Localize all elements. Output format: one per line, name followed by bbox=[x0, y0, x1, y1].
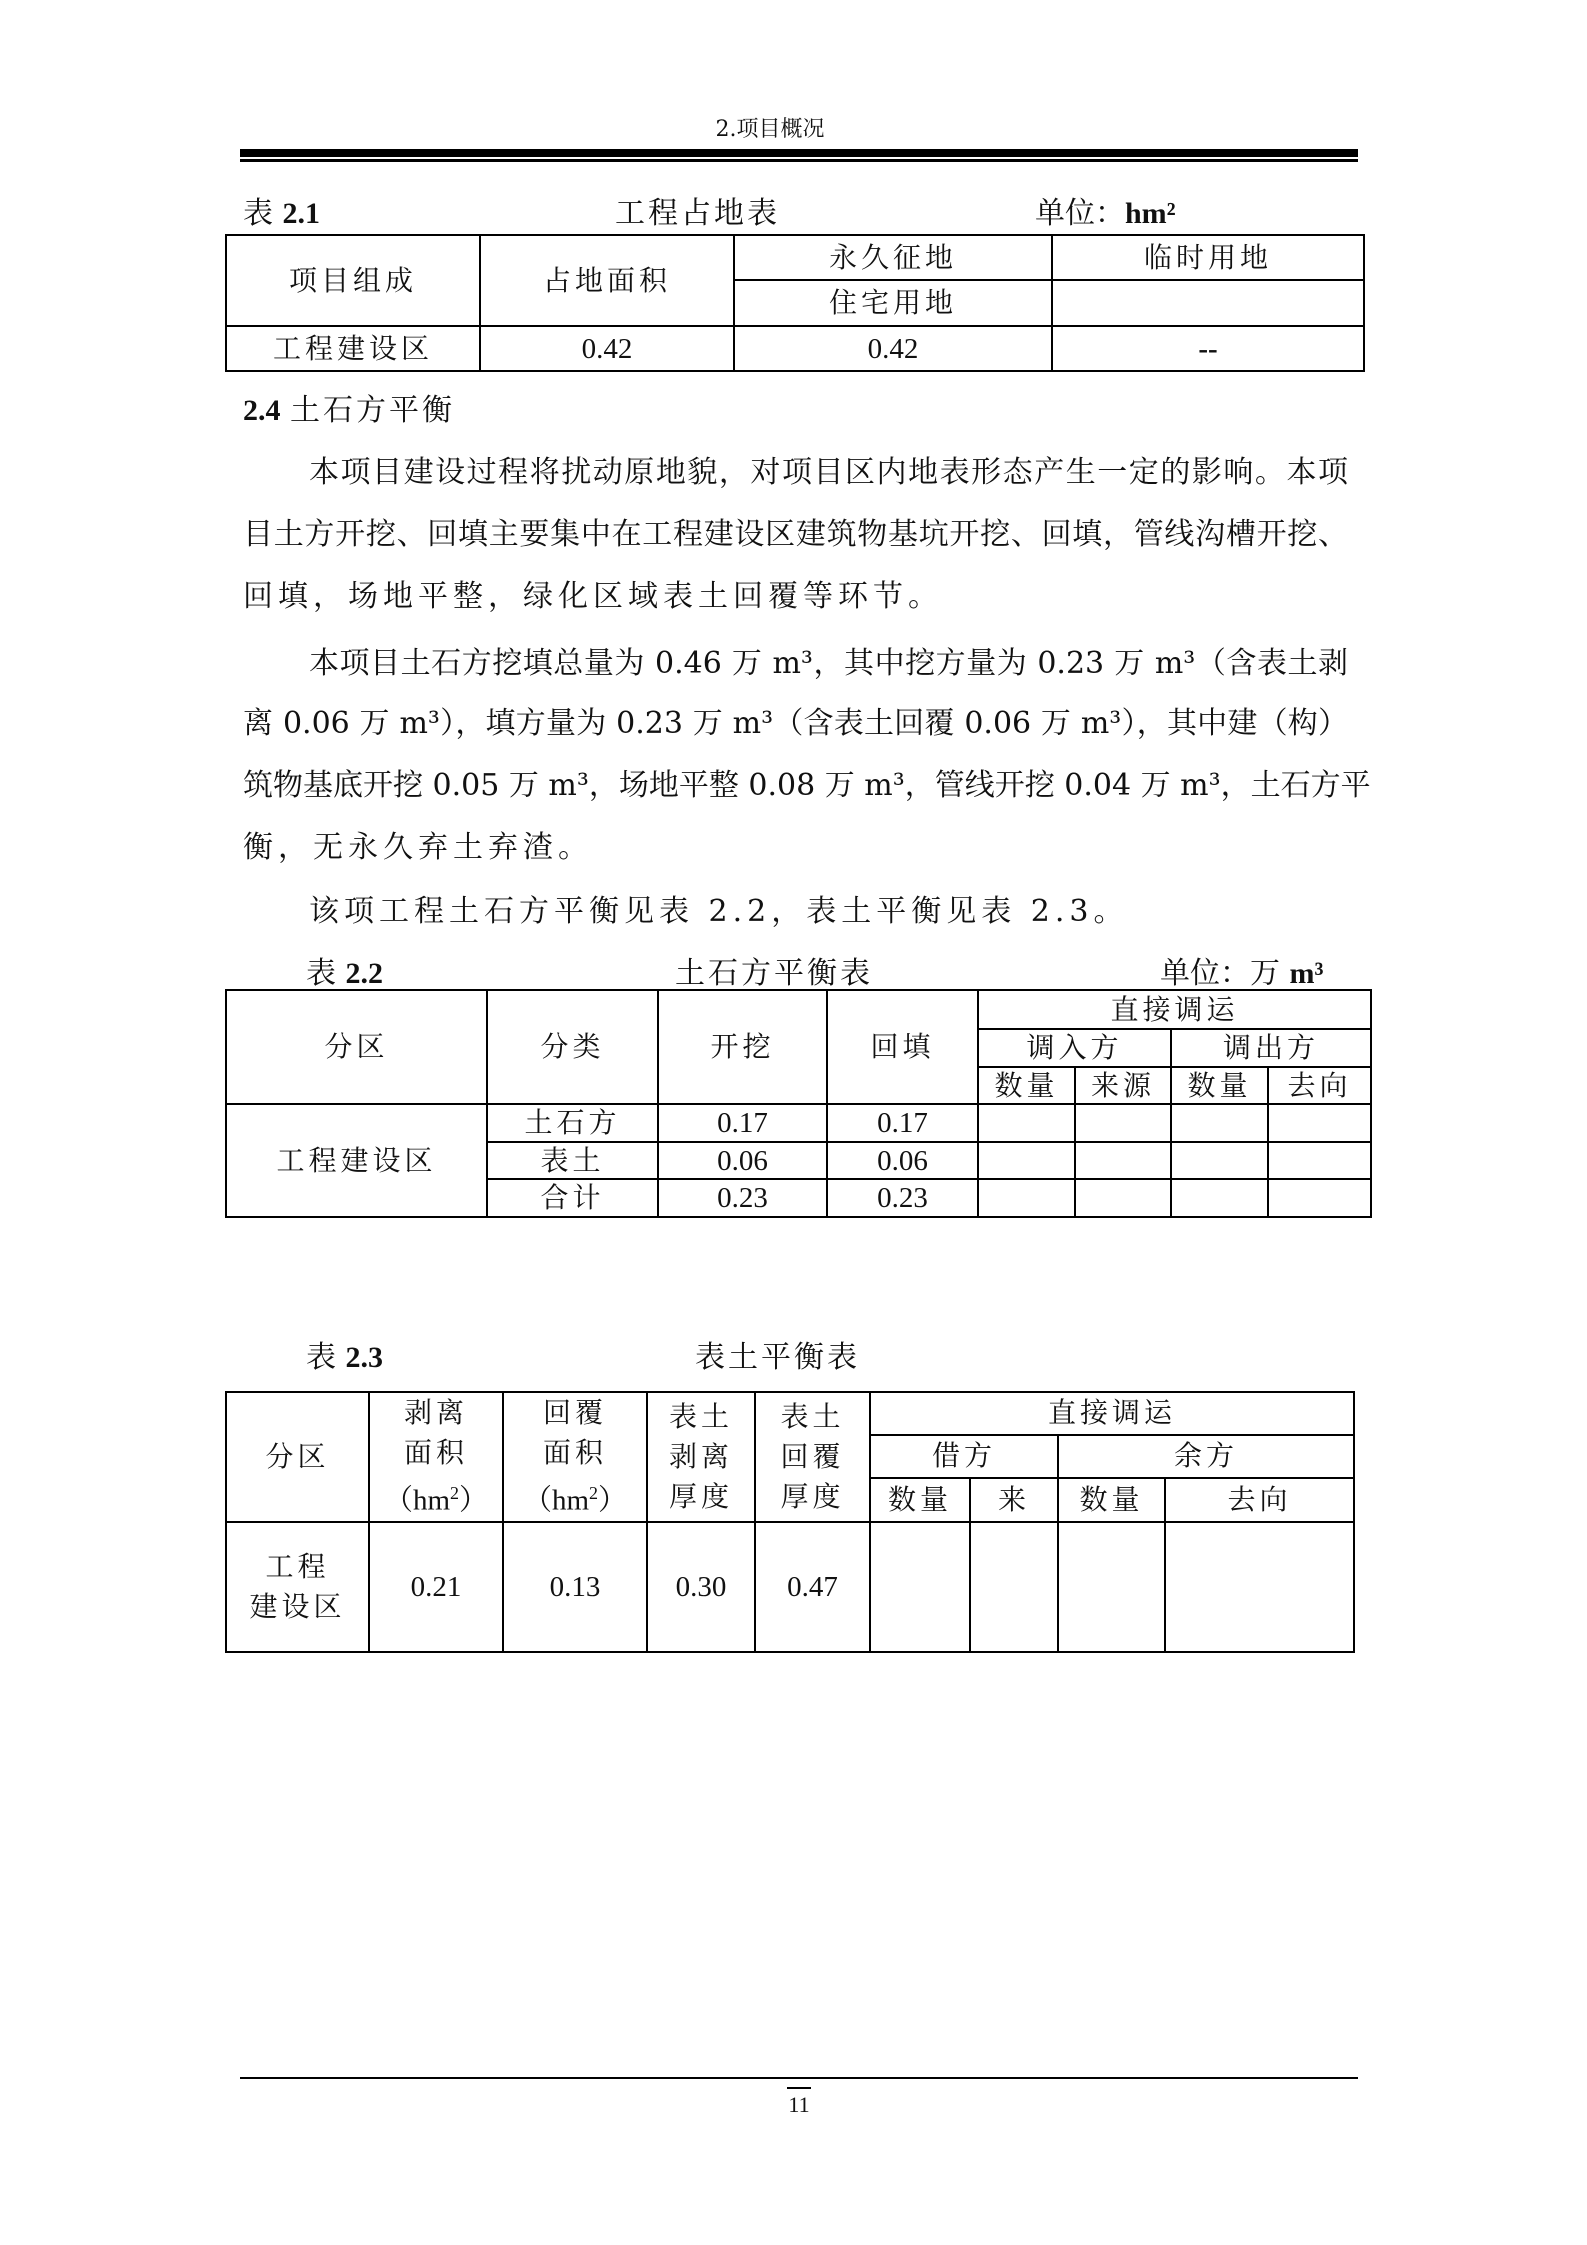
cell-temporary: -- bbox=[1052, 326, 1364, 371]
header-component: 项目组成 bbox=[226, 235, 480, 326]
cell-category: 表土 bbox=[487, 1142, 658, 1179]
table-row bbox=[226, 1104, 1371, 1142]
paragraph-1-line-2: 目土方开挖、回填主要集中在工程建设区建筑物基坑开挖、回填，管线沟槽开挖、 bbox=[243, 517, 1348, 552]
cell-empty bbox=[1165, 1522, 1354, 1652]
header-excavation: 开挖 bbox=[658, 990, 827, 1104]
footer-rule bbox=[240, 2077, 1358, 2079]
header-direct-transfer: 直接调运 bbox=[870, 1392, 1354, 1435]
cell-empty bbox=[1171, 1104, 1268, 1142]
header-strip-area bbox=[369, 1392, 503, 1522]
header-text: 回覆 bbox=[780, 1439, 845, 1473]
header-text: 表土 bbox=[668, 1399, 733, 1433]
paragraph-1-line-3: 回填，场地平整，绿化区域表土回覆等环节。 bbox=[243, 579, 943, 614]
header-cover-area bbox=[503, 1392, 647, 1522]
cell-strip-thickness: 0.30 bbox=[647, 1522, 755, 1652]
header-transfer-in: 调入方 bbox=[978, 1029, 1171, 1067]
header-out-dest: 去向 bbox=[1268, 1067, 1371, 1104]
cell-zone bbox=[226, 1522, 369, 1652]
header-text: 面积 bbox=[542, 1436, 607, 1469]
table-2-2 bbox=[225, 989, 1372, 1218]
page-number-dash bbox=[787, 2087, 811, 2089]
table-2-1-title: 工程占地表 bbox=[615, 196, 780, 231]
header-permanent: 永久征地 bbox=[734, 235, 1052, 280]
unit-exponent: 2 bbox=[589, 1483, 599, 1503]
paragraph-2-line-1: 本项目土石方挖填总量为 0.46 万 m³，其中挖方量为 0.23 万 m³（含表土剥 bbox=[309, 646, 1348, 681]
cell-empty bbox=[1171, 1142, 1268, 1179]
cell-empty bbox=[1268, 1104, 1371, 1142]
cell-empty bbox=[1171, 1179, 1268, 1217]
section-heading bbox=[243, 393, 455, 429]
cell-zone: 工程建设区 bbox=[226, 1104, 487, 1217]
table-number: 2.1 bbox=[282, 197, 321, 230]
header-rule-thin bbox=[240, 159, 1358, 162]
cell-empty bbox=[978, 1104, 1075, 1142]
cell-empty bbox=[978, 1142, 1075, 1179]
running-header: 2.项目概况 bbox=[715, 117, 825, 142]
cell-empty bbox=[1268, 1179, 1371, 1217]
header-rule-thick bbox=[240, 149, 1358, 157]
table-2-3-title: 表土平衡表 bbox=[695, 1340, 860, 1375]
cell-backfill: 0.06 bbox=[827, 1142, 978, 1179]
header-text: 表土 bbox=[780, 1399, 845, 1433]
cell-empty bbox=[870, 1522, 970, 1652]
cell-backfill: 0.23 bbox=[827, 1179, 978, 1217]
unit-value: hm² bbox=[1125, 197, 1176, 230]
header-backfill: 回填 bbox=[827, 990, 978, 1104]
table-2-3 bbox=[225, 1391, 1355, 1653]
paragraph-2-line-3: 筑物基底开挖 0.05 万 m³，场地平整 0.08 万 m³，管线开挖 0.04 万 m³，土石方平 bbox=[243, 768, 1371, 803]
header-text: 回覆 bbox=[542, 1396, 607, 1429]
table-2-1 bbox=[225, 234, 1365, 372]
unit-close: ） bbox=[598, 1484, 628, 1517]
header-text: 剥离 bbox=[403, 1396, 468, 1429]
table-label-prefix: 表 bbox=[243, 196, 273, 231]
header-strip-thickness bbox=[647, 1392, 755, 1522]
cell-excavation: 0.17 bbox=[658, 1104, 827, 1142]
table-label-prefix: 表 bbox=[306, 1340, 336, 1375]
page-number: 11 bbox=[788, 2092, 810, 2117]
cell-category: 土石方 bbox=[487, 1104, 658, 1142]
header-category: 分类 bbox=[487, 990, 658, 1104]
paragraph-1-line-1: 本项目建设过程将扰动原地貌，对项目区内地表形态产生一定的影响。本项 bbox=[309, 455, 1348, 490]
header-borrow: 借方 bbox=[870, 1435, 1058, 1479]
cell-text: 建设区 bbox=[249, 1589, 346, 1623]
header-borrow-qty: 数量 bbox=[870, 1478, 970, 1522]
cell-cover-thickness: 0.47 bbox=[755, 1522, 870, 1652]
header-text: 厚度 bbox=[668, 1479, 733, 1513]
section-number: 2.4 bbox=[243, 394, 281, 427]
header-area: 占地面积 bbox=[480, 235, 734, 326]
paragraph-2-line-2: 离 0.06 万 m³），填方量为 0.23 万 m³（含表土回覆 0.06 万 m³），其中建（构） bbox=[243, 706, 1348, 741]
header-unit bbox=[504, 1473, 646, 1521]
table-row bbox=[226, 326, 1364, 371]
header-text: 剥离 bbox=[668, 1439, 733, 1473]
header-borrow-source: 来 bbox=[970, 1478, 1058, 1522]
header-temporary-sub bbox=[1052, 280, 1364, 326]
unit-exponent: 2 bbox=[450, 1483, 460, 1503]
unit-label: 单位：万 bbox=[1160, 956, 1280, 991]
cell-empty bbox=[1058, 1522, 1165, 1652]
header-temporary: 临时用地 bbox=[1052, 235, 1364, 280]
unit-close: ） bbox=[459, 1484, 489, 1517]
table-label-prefix: 表 bbox=[306, 956, 336, 991]
cell-empty bbox=[1268, 1142, 1371, 1179]
paragraph-2-line-4: 衡，无永久弃土弃渣。 bbox=[243, 830, 593, 865]
unit-label: 单位： bbox=[1035, 196, 1125, 231]
table-2-2-label bbox=[306, 956, 383, 992]
header-unit bbox=[370, 1473, 502, 1521]
header-text: 厚度 bbox=[780, 1479, 845, 1513]
cell-empty bbox=[978, 1179, 1075, 1217]
cell-empty bbox=[970, 1522, 1058, 1652]
cell-empty bbox=[1075, 1104, 1171, 1142]
unit-text: （hm bbox=[522, 1484, 590, 1517]
table-row bbox=[226, 1522, 1354, 1652]
cell-empty bbox=[1075, 1179, 1171, 1217]
table-2-1-unit bbox=[1035, 196, 1176, 232]
unit-value: m³ bbox=[1289, 957, 1324, 990]
header-text: 面积 bbox=[403, 1436, 468, 1469]
cell-cover-area: 0.13 bbox=[503, 1522, 647, 1652]
header-zone: 分区 bbox=[226, 1392, 369, 1522]
cell-text: 工程 bbox=[265, 1549, 330, 1583]
table-2-1-label bbox=[243, 196, 320, 232]
cell-empty bbox=[1075, 1142, 1171, 1179]
section-title: 土石方平衡 bbox=[290, 393, 456, 428]
header-zone: 分区 bbox=[226, 990, 487, 1104]
cell-strip-area: 0.21 bbox=[369, 1522, 503, 1652]
header-surplus-dest: 去向 bbox=[1165, 1478, 1354, 1522]
cell-backfill: 0.17 bbox=[827, 1104, 978, 1142]
header-surplus: 余方 bbox=[1058, 1435, 1354, 1479]
cell-excavation: 0.23 bbox=[658, 1179, 827, 1217]
cell-component: 工程建设区 bbox=[226, 326, 480, 371]
cell-area: 0.42 bbox=[480, 326, 734, 371]
table-2-2-title: 土石方平衡表 bbox=[675, 956, 873, 991]
cell-residential: 0.42 bbox=[734, 326, 1052, 371]
header-out-qty: 数量 bbox=[1171, 1067, 1268, 1104]
table-2-2-unit bbox=[1160, 956, 1324, 992]
table-number: 2.3 bbox=[345, 1341, 384, 1374]
table-number: 2.2 bbox=[345, 957, 384, 990]
header-transfer-out: 调出方 bbox=[1171, 1029, 1371, 1067]
header-cover-thickness bbox=[755, 1392, 870, 1522]
cell-excavation: 0.06 bbox=[658, 1142, 827, 1179]
header-residential: 住宅用地 bbox=[734, 280, 1052, 326]
unit-text: （hm bbox=[383, 1484, 451, 1517]
header-surplus-qty: 数量 bbox=[1058, 1478, 1165, 1522]
paragraph-3-line-1: 该项工程土石方平衡见表 2.2，表土平衡见表 2.3。 bbox=[309, 894, 1129, 929]
header-in-source: 来源 bbox=[1075, 1067, 1171, 1104]
header-direct-transfer: 直接调运 bbox=[978, 990, 1371, 1029]
header-in-qty: 数量 bbox=[978, 1067, 1075, 1104]
cell-category: 合计 bbox=[487, 1179, 658, 1217]
table-2-3-label bbox=[306, 1340, 383, 1376]
